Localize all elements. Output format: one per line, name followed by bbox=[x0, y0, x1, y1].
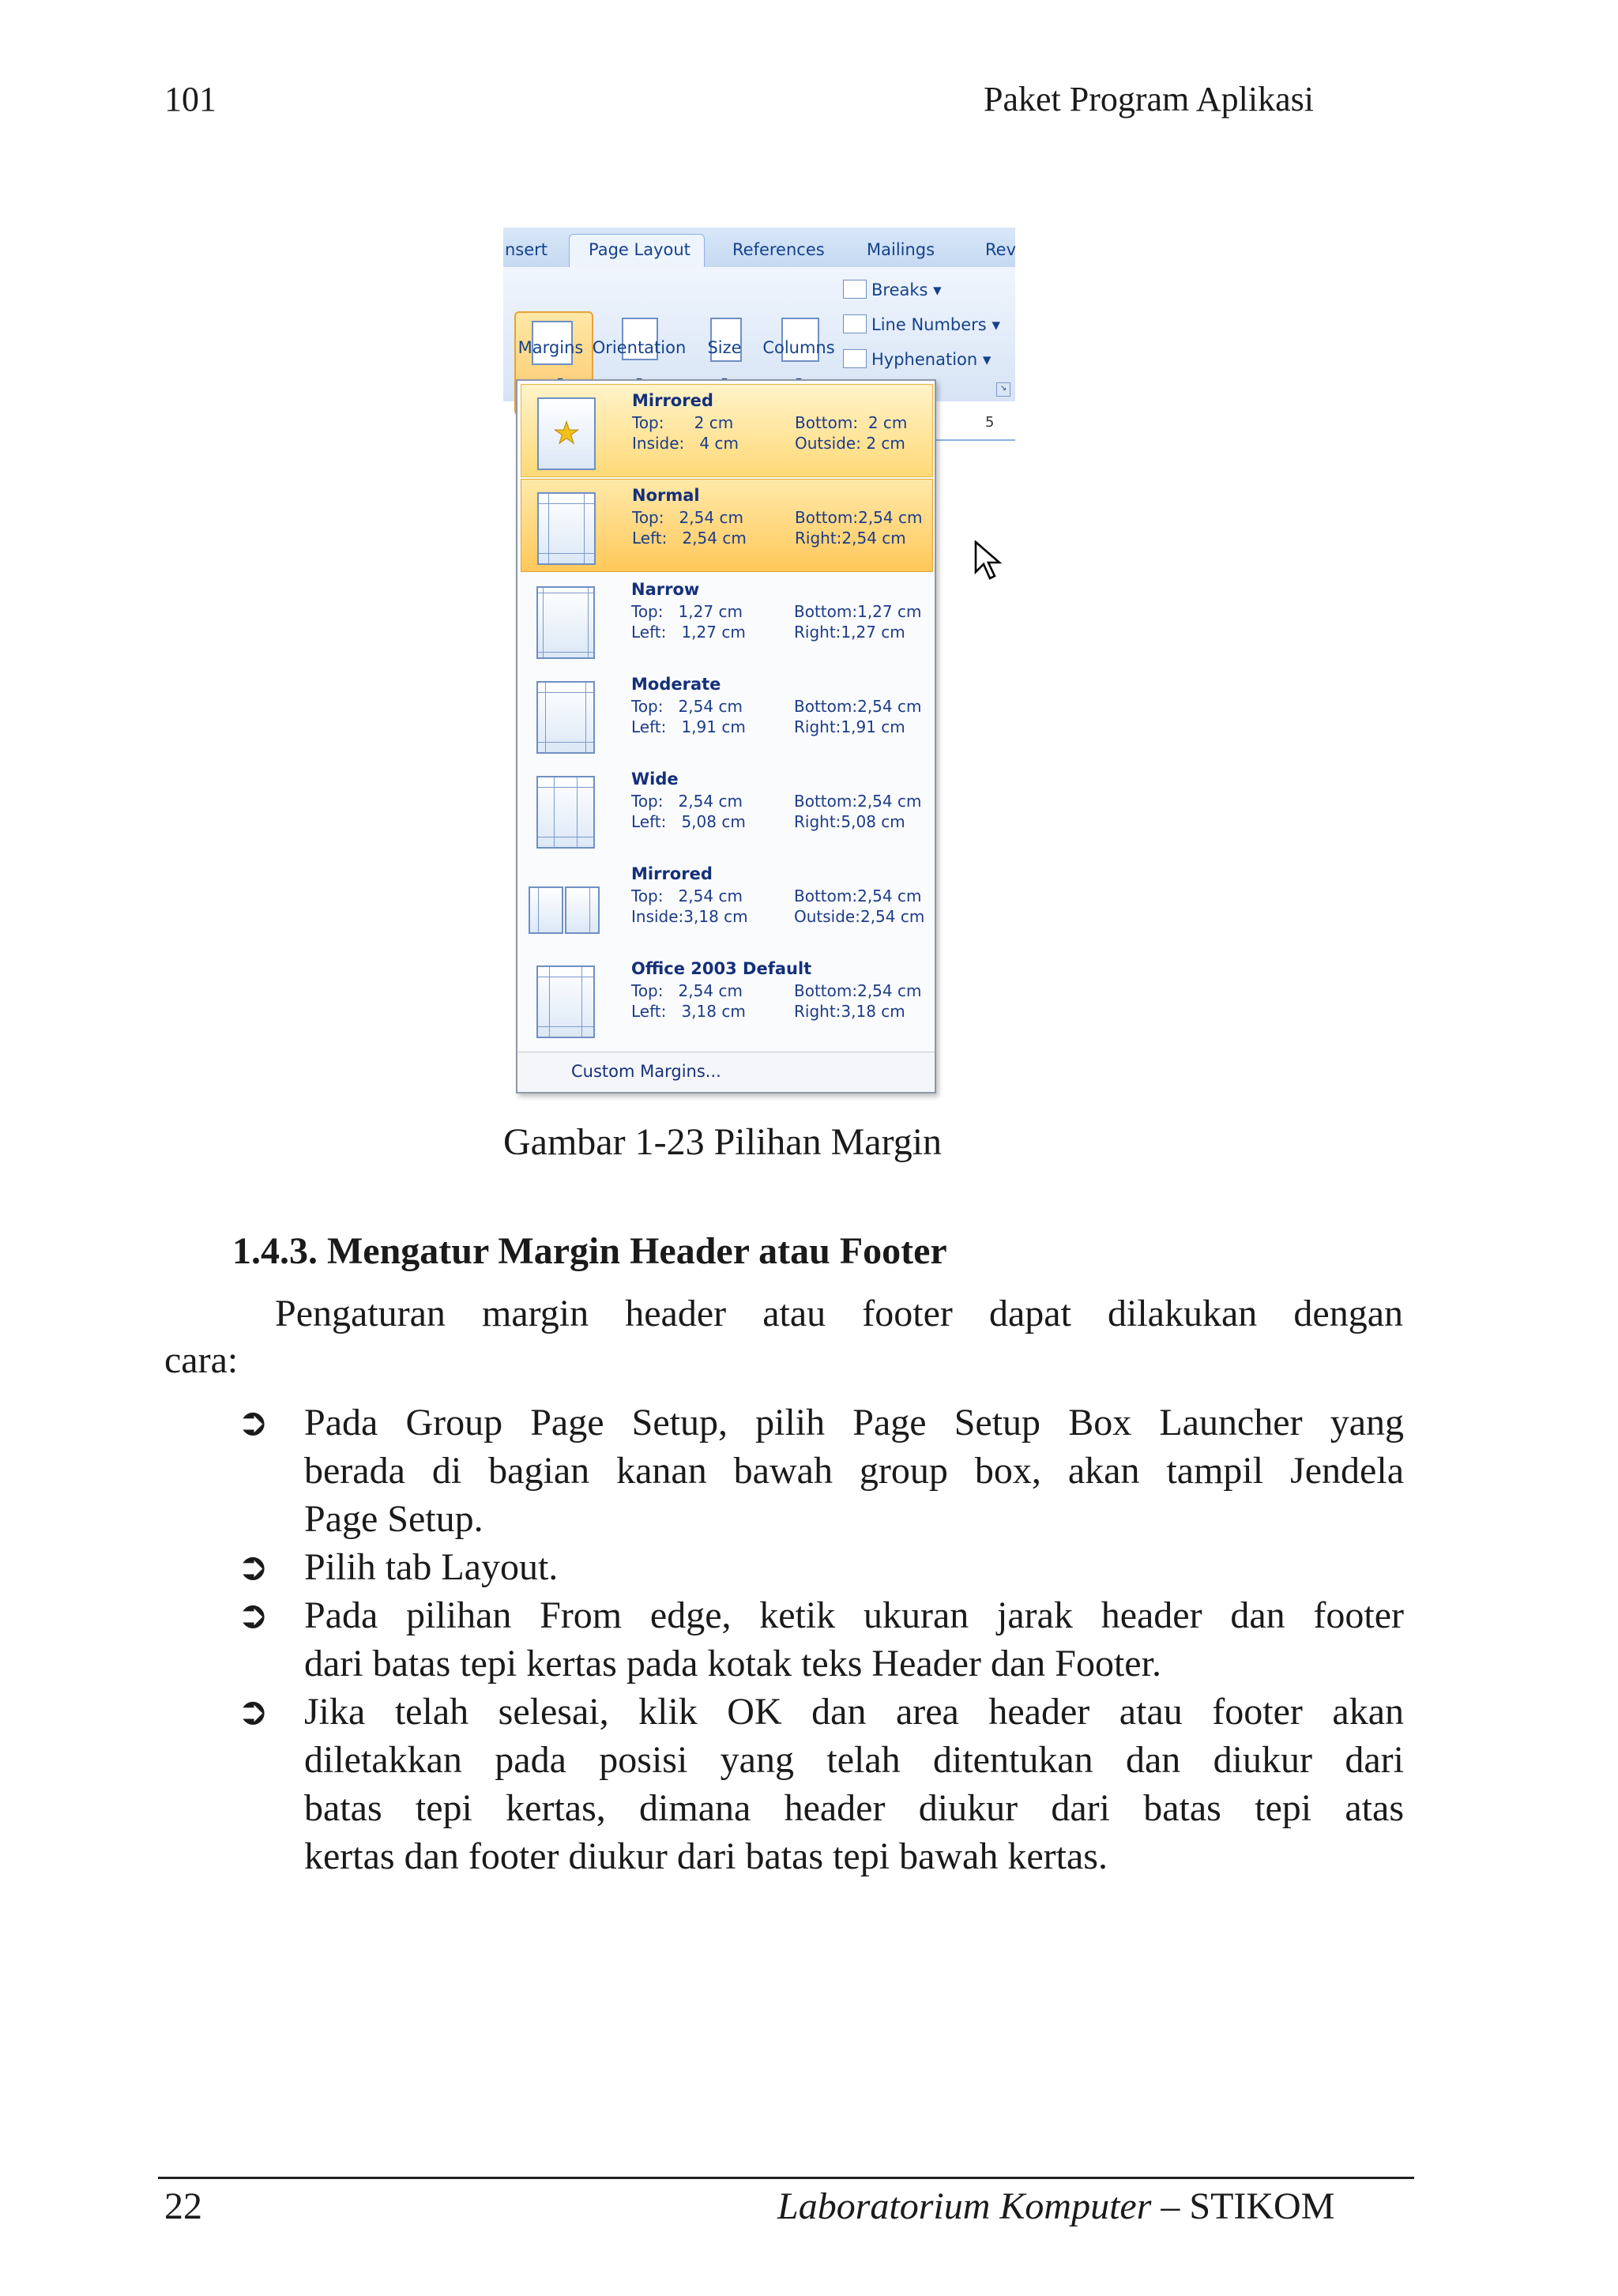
margin-option-narrow[interactable] bbox=[521, 574, 931, 665]
tab-references[interactable]: References bbox=[732, 240, 825, 259]
footer-dash: – bbox=[1151, 2185, 1190, 2227]
bullet-arrow-icon: ➲ bbox=[237, 1546, 269, 1588]
margin-option-value: Bottom:1,27 cm bbox=[794, 602, 922, 621]
bullet-arrow-icon: ➲ bbox=[237, 1402, 269, 1443]
margin-option-value: Bottom:2,54 cm bbox=[794, 697, 922, 716]
footer-rule bbox=[158, 2177, 1414, 2179]
margin-option-value: Left: 2,54 cm bbox=[632, 529, 747, 548]
hyphenation-chevron-down-icon: ▾ bbox=[982, 350, 991, 369]
margin-option-value: Bottom:2,54 cm bbox=[794, 792, 922, 811]
margin-option-mirrored-last[interactable] bbox=[521, 384, 933, 477]
tab-page-layout[interactable]: Page Layout bbox=[589, 240, 690, 259]
line-numbers-button[interactable] bbox=[843, 314, 1000, 334]
bullet-line: kertas dan footer diukur dari batas tepi bawah kertas. bbox=[304, 1835, 1108, 1877]
page-thumbnail-icon bbox=[536, 776, 595, 849]
ribbon-tab-bar bbox=[503, 228, 1015, 268]
page-number-top: 101 bbox=[164, 80, 216, 119]
hyphenation-icon bbox=[843, 349, 867, 368]
footer-org: STIKOM bbox=[1189, 2185, 1335, 2227]
margins-screenshot-figure bbox=[503, 228, 1015, 1093]
star-icon: ★ bbox=[552, 416, 581, 450]
mouse-pointer-icon bbox=[974, 540, 1006, 582]
bullet-line: diletakkan pada posisi yang telah ditentukan dan diukur dari bbox=[304, 1739, 1404, 1781]
ruler bbox=[930, 408, 1015, 441]
orientation-button[interactable]: Orientation bbox=[592, 338, 687, 357]
bullet-line: batas tepi kertas, dimana header diukur dari batas tepi atas bbox=[304, 1787, 1404, 1829]
margin-option-moderate[interactable] bbox=[521, 668, 931, 760]
line-numbers-chevron-down-icon: ▾ bbox=[991, 315, 1000, 334]
margin-option-value: Right:1,91 cm bbox=[794, 717, 905, 736]
margin-option-title: Wide bbox=[631, 770, 679, 789]
page-thumbnail-icon bbox=[537, 397, 596, 470]
margin-option-value: Top: 1,27 cm bbox=[631, 602, 743, 621]
margin-option-value: Outside: 2 cm bbox=[795, 434, 905, 453]
custom-margins-row[interactable] bbox=[517, 1052, 935, 1092]
bullet-line: Pilih tab Layout. bbox=[304, 1546, 559, 1588]
page-thumbnail-icon bbox=[565, 886, 600, 934]
running-title: Paket Program Aplikasi bbox=[984, 80, 1314, 119]
margin-option-value: Top: 2,54 cm bbox=[631, 792, 743, 811]
figure-caption: Gambar 1-23 Pilihan Margin bbox=[503, 1121, 943, 1163]
bullet-line: Jika telah selesai, klik OK dan area header atau footer akan bbox=[304, 1691, 1404, 1733]
bullet-line: Page Setup. bbox=[304, 1498, 484, 1540]
margin-option-title: Moderate bbox=[631, 675, 721, 694]
margin-option-value: Inside:3,18 cm bbox=[631, 907, 748, 926]
margin-option-value: Outside:2,54 cm bbox=[794, 907, 925, 926]
margin-option-title: Office 2003 Default bbox=[631, 959, 812, 978]
margin-option-value: Bottom:2,54 cm bbox=[794, 886, 922, 905]
section-heading: 1.4.3. Mengatur Margin Header atau Footer bbox=[232, 1230, 947, 1272]
tab-insert[interactable]: nsert bbox=[505, 240, 548, 259]
intro-paragraph: Pengaturan margin header atau footer dapat dilakukan dengan bbox=[275, 1293, 1403, 1334]
margin-option-value: Inside: 4 cm bbox=[632, 434, 739, 453]
margin-option-value: Left: 1,91 cm bbox=[631, 717, 746, 736]
page-thumbnail-icon bbox=[536, 586, 595, 659]
intro-paragraph-continued: cara: bbox=[164, 1339, 239, 1381]
page-thumbnail-icon bbox=[536, 681, 595, 754]
bullet-line: berada di bagian kanan bawah group box, akan tampil Jendela bbox=[304, 1450, 1404, 1492]
bullet-line: Pada Group Page Setup, pilih Page Setup Box Launcher yang bbox=[304, 1402, 1404, 1443]
breaks-chevron-down-icon: ▾ bbox=[933, 280, 942, 299]
line-numbers-label: Line Numbers bbox=[871, 315, 987, 334]
margin-option-title: Mirrored bbox=[631, 864, 713, 883]
margin-option-title: Normal bbox=[632, 486, 700, 505]
bullet-arrow-icon: ➲ bbox=[237, 1691, 269, 1733]
margin-option-title: Narrow bbox=[631, 580, 700, 599]
margin-option-value: Top: 2,54 cm bbox=[631, 697, 743, 716]
size-button[interactable]: Size bbox=[707, 338, 742, 357]
bullet-line: dari batas tepi kertas pada kotak teks Header dan Footer. bbox=[304, 1643, 1161, 1684]
margin-option-mirrored[interactable] bbox=[521, 858, 931, 950]
margin-option-value: Bottom: 2 cm bbox=[795, 413, 908, 432]
margin-option-value: Right:1,27 cm bbox=[794, 623, 905, 642]
custom-margins-button[interactable]: Custom Margins... bbox=[571, 1062, 721, 1081]
columns-button[interactable]: Columns bbox=[762, 338, 835, 357]
margin-option-value: Right:3,18 cm bbox=[794, 1002, 905, 1021]
margin-option-value: Left: 1,27 cm bbox=[631, 623, 746, 642]
margin-option-title: Mirrored bbox=[632, 391, 713, 410]
page-thumbnail-icon bbox=[537, 492, 596, 565]
hyphenation-label: Hyphenation bbox=[871, 350, 978, 369]
margin-option-wide[interactable] bbox=[521, 763, 931, 855]
breaks-icon bbox=[843, 280, 867, 299]
margin-option-value: Bottom:2,54 cm bbox=[795, 508, 923, 527]
footer-lab: Laboratorium Komputer bbox=[777, 2185, 1152, 2227]
dialog-launcher-icon[interactable]: ↘ bbox=[996, 382, 1010, 397]
margin-option-value: Top: 2,54 cm bbox=[632, 508, 743, 527]
margin-option-value: Left: 5,08 cm bbox=[631, 812, 746, 831]
margin-option-value: Bottom:2,54 cm bbox=[794, 981, 922, 1000]
margin-option-value: Top: 2,54 cm bbox=[631, 981, 743, 1000]
bullet-arrow-icon: ➲ bbox=[237, 1594, 269, 1636]
margin-option-value: Right:5,08 cm bbox=[794, 812, 905, 831]
margin-option-office-2003-default[interactable] bbox=[521, 953, 931, 1044]
margin-option-value: Left: 3,18 cm bbox=[631, 1002, 746, 1021]
bullet-line: Pada pilihan From edge, ketik ukuran jarak header dan footer bbox=[304, 1594, 1404, 1636]
margin-option-value: Top: 2,54 cm bbox=[631, 886, 743, 905]
breaks-button[interactable] bbox=[843, 280, 942, 299]
line-numbers-icon bbox=[843, 314, 867, 333]
page-thumbnail-icon bbox=[529, 886, 563, 934]
margins-label: Margins bbox=[517, 338, 584, 357]
hyphenation-button[interactable] bbox=[843, 349, 991, 369]
ruler-mark: 5 bbox=[985, 414, 995, 431]
margins-dropdown bbox=[516, 379, 936, 1093]
page-number-bottom: 22 bbox=[164, 2185, 202, 2227]
margin-option-value: Right:2,54 cm bbox=[795, 529, 906, 548]
margin-option-value: Top: 2 cm bbox=[632, 413, 734, 432]
breaks-label: Breaks bbox=[871, 280, 928, 299]
tab-review[interactable]: Rev bbox=[985, 240, 1016, 259]
tab-mailings[interactable]: Mailings bbox=[867, 240, 935, 259]
margin-option-normal[interactable] bbox=[521, 479, 933, 572]
footer-credit bbox=[777, 2185, 1334, 2228]
page-thumbnail-icon bbox=[536, 965, 595, 1038]
